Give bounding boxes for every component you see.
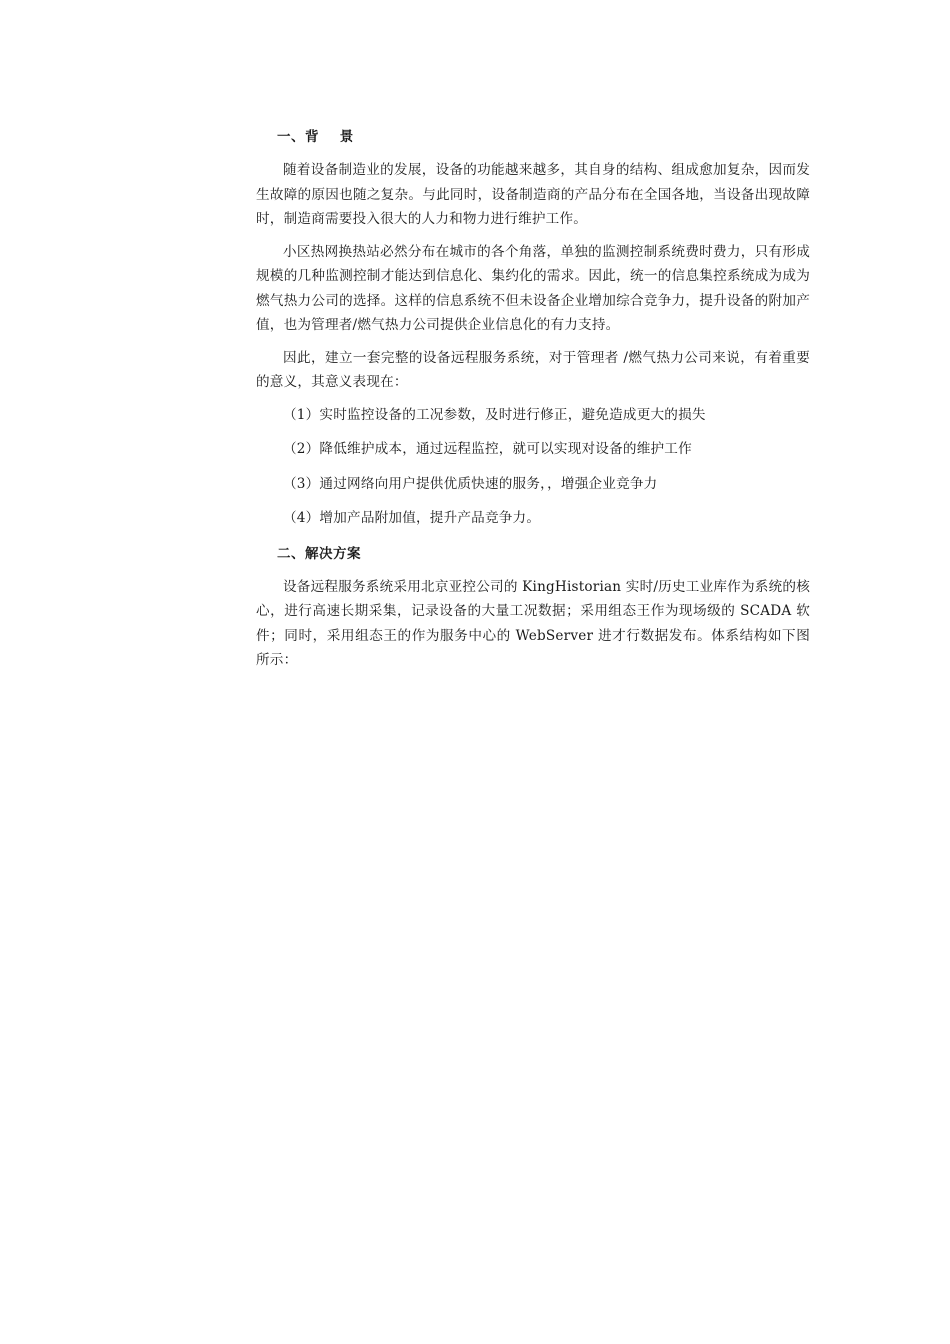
section-heading-solution: 二、解决方案 [277, 545, 361, 562]
paragraph-background-1: 随着设备制造业的发展，设备的功能越来越多，其自身的结构、组成愈加复杂，因而发生故障的原因也随之复杂。与此同时，设备制造商的产品分布在全国各地，当设备出现故障时，制造商需要投入很大的人力和物力进行维护工作。 [256, 162, 810, 227]
paragraph-background-3: 因此，建立一套完整的设备远程服务系统，对于管理者 /燃气热力公司来说，有着重要的意义，其意义表现在： [256, 349, 810, 390]
list-item-2: （2）降低维护成本，通过远程监控，就可以实现对设备的维护工作 [283, 441, 692, 457]
list-item-3: （3）通过网络向用户提供优质快速的服务，，增强企业竞争力 [283, 475, 658, 492]
section-heading-background: 一、背 景 [277, 129, 354, 145]
paragraph-solution: 设备远程服务系统采用北京亚控公司的 KingHistorian 实时/历史工业库作为系统的核心，进行高速长期采集，记录设备的大量工况数据；采用组态王作为现场级的 SCADA 软件；同时，采用组态王的作为服务中心的 WebServer 进才行数据发布。体系结构如下图所示： [256, 578, 810, 668]
list-item-4: （4）增加产品附加值，提升产品竞争力。 [283, 510, 541, 526]
document-page [256, 124, 810, 681]
list-item-1: （1）实时监控设备的工况参数，及时进行修正，避免造成更大的损失 [283, 406, 706, 423]
paragraph-background-2: 小区热网换热站必然分布在城市的各个角落，单独的监测控制系统费时费力，只有形成规模的几种监测控制才能达到信息化、集约化的需求。因此，统一的信息集控系统成为成为燃气热力公司的选择。这样的信息系统不但未设备企业增加综合竞争力，提升设备的附加产值，也为管理者/燃气热力公司提供企业信息化的有力支持。 [256, 243, 810, 333]
